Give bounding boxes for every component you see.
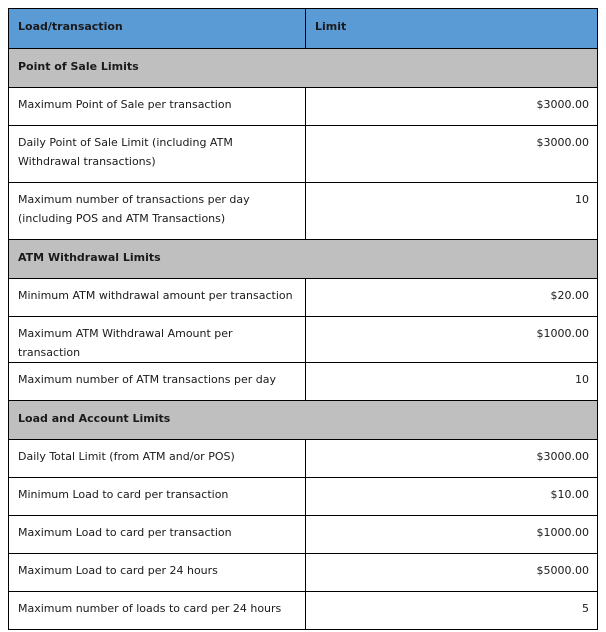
column-header-load-transaction: Load/transaction xyxy=(9,9,306,49)
row-label: Maximum Point of Sale per transaction xyxy=(9,88,306,126)
row-label: Maximum number of transactions per day (including POS and ATM Transactions) xyxy=(9,183,306,240)
row-value: 5 xyxy=(306,592,598,630)
section-row-load-and-account xyxy=(9,401,598,440)
table-row xyxy=(9,440,598,478)
column-header-limit: Limit xyxy=(306,9,598,49)
row-value: $1000.00 xyxy=(306,516,598,554)
section-row-atm-withdrawal xyxy=(9,240,598,279)
row-value: $3000.00 xyxy=(306,440,598,478)
table-row xyxy=(9,516,598,554)
row-label: Maximum number of ATM transactions per day xyxy=(9,363,306,401)
limits-table xyxy=(8,8,598,630)
table-row xyxy=(9,126,598,183)
row-value: $20.00 xyxy=(306,279,598,317)
table-row xyxy=(9,88,598,126)
table-row xyxy=(9,317,598,363)
row-value: 10 xyxy=(306,183,598,240)
row-label: Maximum ATM Withdrawal Amount per transaction xyxy=(9,317,306,363)
row-label: Minimum Load to card per transaction xyxy=(9,478,306,516)
row-label: Maximum Load to card per transaction xyxy=(9,516,306,554)
table-row xyxy=(9,279,598,317)
row-value: $3000.00 xyxy=(306,88,598,126)
table-row xyxy=(9,183,598,240)
row-label: Daily Point of Sale Limit (including ATM Withdrawal transactions) xyxy=(9,126,306,183)
row-label: Minimum ATM withdrawal amount per transaction xyxy=(9,279,306,317)
table-row xyxy=(9,554,598,592)
table-row xyxy=(9,478,598,516)
row-value: $10.00 xyxy=(306,478,598,516)
section-row-point-of-sale xyxy=(9,49,598,88)
table-row xyxy=(9,592,598,630)
row-label: Maximum number of loads to card per 24 hours xyxy=(9,592,306,630)
row-value: $3000.00 xyxy=(306,126,598,183)
row-label: Maximum Load to card per 24 hours xyxy=(9,554,306,592)
row-value: $5000.00 xyxy=(306,554,598,592)
limits-table-container xyxy=(8,8,597,630)
row-value: $1000.00 xyxy=(306,317,598,363)
table-header-row xyxy=(9,9,598,49)
row-value: 10 xyxy=(306,363,598,401)
table-row xyxy=(9,363,598,401)
section-title: ATM Withdrawal Limits xyxy=(9,240,598,279)
section-title: Load and Account Limits xyxy=(9,401,598,440)
section-title: Point of Sale Limits xyxy=(9,49,598,88)
row-label: Daily Total Limit (from ATM and/or POS) xyxy=(9,440,306,478)
